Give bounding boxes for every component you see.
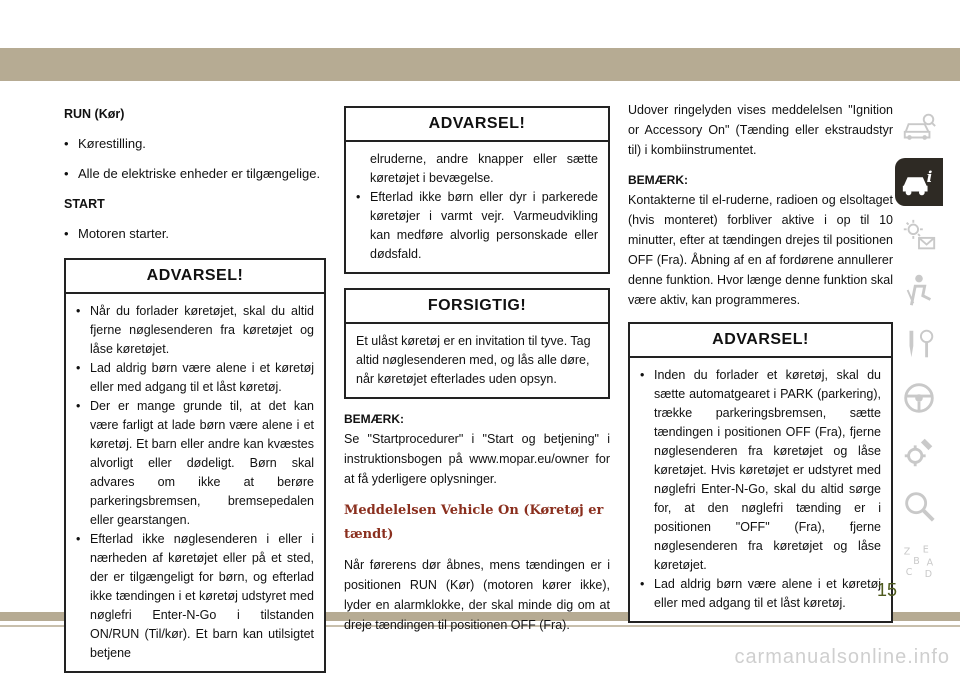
warning-box-2 (344, 106, 610, 274)
warning-body (346, 142, 608, 272)
svg-text:C: C (905, 567, 913, 579)
steering-wheel-icon[interactable] (895, 374, 943, 422)
warning-bullet-3: • Der er mange grunde til, at det kan være farligt at lade børn være alene i et køretøj. Et barn eller andre kan kvæstes alvorligt eller dødeligt. Børn skal advares om ikke at berøre parkeringsbremsen, bremsepedalen eller gearstangen. (76, 397, 314, 530)
gear-tools-icon[interactable] (895, 428, 943, 476)
run-bullet-1: • Kørestilling. (64, 134, 326, 154)
start-heading: START (64, 197, 105, 211)
warning-bullet-1: • Efterlad ikke børn eller dyr i parkerede køretøjer i varmt vejr. Varmeudvikling kan medføre alvorlig personskade eller dødsfald. (356, 188, 598, 264)
svg-text:Z: Z (903, 546, 911, 558)
svg-text:A: A (926, 557, 934, 569)
warning-lights-icon[interactable] (895, 212, 943, 260)
start-bullet-1: • Motoren starter. (64, 224, 326, 244)
warning-bullet-4: • Efterlad ikke nøglesenderen i eller i nærheden af køretøjet eller på et sted, der er tilgængeligt for børn, og efterlad ikke tændingen i et køretøj udstyret med nøglefri Enter-N-Go i tilstanden ON/RUN (Til/kør). Et barn kan utilsigtet betjene (76, 530, 314, 663)
warning-bullet-1: • Når du forlader køretøjet, skal du altid fjerne nøglesenderen fra køretøjet og låse køretøjet. (76, 302, 314, 359)
column-3 (628, 100, 893, 623)
page-number: 15 (876, 580, 898, 600)
watermark: carmanualsonline.info (734, 646, 950, 668)
caution-body (346, 324, 608, 397)
car-search-icon[interactable] (895, 104, 943, 152)
chapter-tabs (895, 104, 943, 590)
caution-box (344, 288, 610, 399)
caution-title: FORSIGTIG! (346, 290, 608, 324)
section-body: Når førerens dør åbnes, mens tændingen er i positionen RUN (Kør) (motoren kører ikke), lyder en alarmklokke, der skal minde dig om at dreje tændingen til positionen OFF (Fra). (344, 558, 610, 632)
warning-box-1 (64, 258, 326, 673)
warning-box-3 (628, 322, 893, 623)
warning-body (630, 358, 891, 621)
caution-text: Et ulåst køretøj er en invitation til tyve. Tag altid nøglesenderen med, og lås alle døre, når køretøjet efterlades uden opsyn. (356, 334, 591, 386)
svg-text:E: E (922, 544, 929, 556)
wrench-tools-icon[interactable] (895, 320, 943, 368)
warning-bullet-2: • Lad aldrig børn være alene i et køretøj eller med adgang til et låst køretøj. (640, 575, 881, 613)
warning-continued: elruderne, andre knapper eller sætte køretøjet i bevægelse. (370, 152, 598, 185)
column-2 (344, 106, 610, 645)
note-block (344, 409, 610, 489)
run-bullet-2: • Alle de elektriske enheder er tilgængelige. (64, 164, 326, 184)
svg-text:D: D (924, 569, 933, 579)
svg-text:i: i (926, 168, 933, 186)
note-label: BEMÆRK: (628, 173, 688, 187)
magnifier-icon[interactable] (895, 482, 943, 530)
warning-bullet-2: • Lad aldrig børn være alene i et køretøj eller med adgang til et låst køretøj. (76, 359, 314, 397)
warning-title: ADVARSEL! (630, 324, 891, 358)
header-band (0, 48, 960, 81)
section-subheading: Meddelelsen Vehicle On (Køretøj er tændt) (344, 503, 604, 542)
warning-title: ADVARSEL! (66, 260, 324, 294)
note-text: Se "Startprocedurer" i "Start og betjening" i instruktionsbogen på www.mopar.eu/owner for at få yderligere oplysninger. (344, 432, 610, 486)
warning-body (66, 294, 324, 671)
seat-person-icon[interactable] (895, 266, 943, 314)
car-info-icon[interactable] (895, 158, 943, 206)
intro-text: Udover ringelyden vises meddelelsen "Ignition or Accessory On" (Tænding eller ekstraudstyr til) i kombiinstrumentet. (628, 103, 893, 157)
column-1 (64, 104, 326, 673)
alphabet-index-icon[interactable] (895, 536, 943, 584)
note-text: Kontakterne til el-ruderne, radioen og elsoltaget (hvis monteret) forbliver aktive i op til 10 minutter, efter at tændingen drejes til positionen OFF (Fra). Åbning af en af fordørene annullerer denne funktion. Hvor længe denne funktion skal være aktiv, kan programmeres. (628, 193, 893, 307)
warning-title: ADVARSEL! (346, 108, 608, 142)
warning-bullet-1: • Inden du forlader et køretøj, skal du sætte automatgearet i PARK (parkering), trække parkeringsbremsen, sætte tændingen i positionen OFF (Fra), fjerne nøglesenderen fra køretøjet og låse køretøjet. Hvis køretøjet er udstyret med nøglefri Enter-N-Go, skal du altid sørge for, at den nøglefri tænding er i positionen "OFF" (Fra), fjerne nøglesenderen fra køretøjet og låse køretøjet. (640, 366, 881, 575)
svg-text:B: B (913, 555, 920, 567)
note-label: BEMÆRK: (344, 412, 404, 426)
run-heading: RUN (Kør) (64, 107, 125, 121)
